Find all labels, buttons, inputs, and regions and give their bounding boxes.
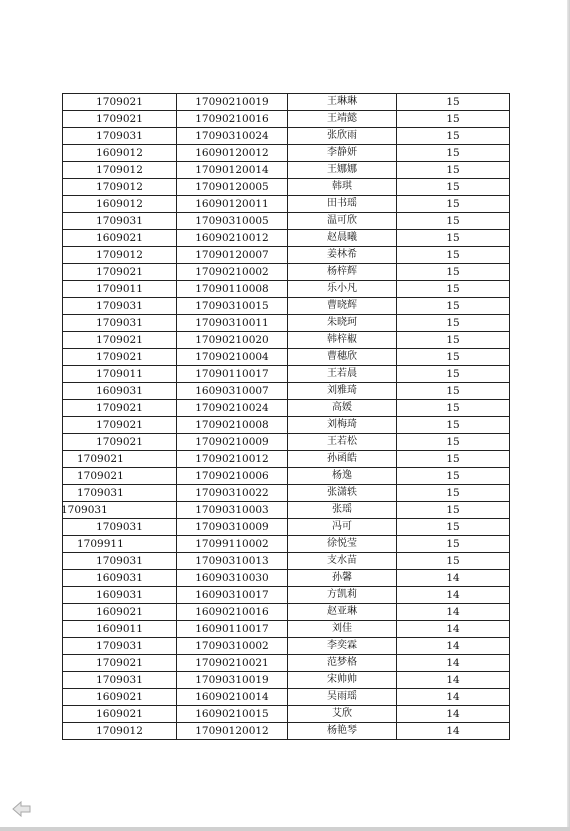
class-cell: 1709021 xyxy=(63,332,177,349)
score-cell: 15 xyxy=(397,230,510,247)
name-cell: 吴雨瑶 xyxy=(288,689,397,706)
student-id-cell: 17090210002 xyxy=(177,264,288,281)
name-cell: 艾欣 xyxy=(288,706,397,723)
table-row xyxy=(63,451,510,468)
name-cell: 宋帅帅 xyxy=(288,672,397,689)
name-cell: 韩梓椒 xyxy=(288,332,397,349)
name-cell: 王靖懿 xyxy=(288,111,397,128)
table-row xyxy=(63,468,510,485)
class-cell: 1609021 xyxy=(63,604,177,621)
name-cell: 王娜娜 xyxy=(288,162,397,179)
class-cell: 1709031 xyxy=(63,128,177,145)
name-cell: 赵亚琳 xyxy=(288,604,397,621)
score-cell: 14 xyxy=(397,570,510,587)
student-id-cell: 17090210012 xyxy=(177,451,288,468)
student-id-cell: 17090110008 xyxy=(177,281,288,298)
student-id-cell: 17090210019 xyxy=(177,94,288,111)
name-cell: 高媛 xyxy=(288,400,397,417)
table-row xyxy=(63,689,510,706)
student-id-cell: 16090210016 xyxy=(177,604,288,621)
score-cell: 15 xyxy=(397,111,510,128)
student-id-cell: 17090310009 xyxy=(177,519,288,536)
score-cell: 15 xyxy=(397,400,510,417)
score-cell: 14 xyxy=(397,689,510,706)
student-id-cell: 16090120012 xyxy=(177,145,288,162)
score-cell: 15 xyxy=(397,485,510,502)
score-cell: 15 xyxy=(397,213,510,230)
back-arrow-glyph xyxy=(12,800,32,818)
student-id-cell: 16090120011 xyxy=(177,196,288,213)
score-cell: 14 xyxy=(397,621,510,638)
table-row xyxy=(63,655,510,672)
table-row xyxy=(63,723,510,740)
name-cell: 刘雅琦 xyxy=(288,383,397,400)
class-cell: 1709021 xyxy=(63,655,177,672)
class-cell: 1709021 xyxy=(63,264,177,281)
score-cell: 15 xyxy=(397,179,510,196)
score-table xyxy=(62,93,510,740)
table-row xyxy=(63,400,510,417)
score-cell: 15 xyxy=(397,468,510,485)
score-cell: 15 xyxy=(397,315,510,332)
student-id-cell: 17090310013 xyxy=(177,553,288,570)
student-id-cell: 17090210024 xyxy=(177,400,288,417)
class-cell: 1709021 xyxy=(63,349,177,366)
table-row xyxy=(63,604,510,621)
class-cell: 1609011 xyxy=(63,621,177,638)
table-row xyxy=(63,162,510,179)
table-row xyxy=(63,128,510,145)
name-cell: 曹穗欣 xyxy=(288,349,397,366)
name-cell: 韩琪 xyxy=(288,179,397,196)
score-cell: 14 xyxy=(397,655,510,672)
table-row xyxy=(63,264,510,281)
name-cell: 孙馨 xyxy=(288,570,397,587)
student-id-cell: 17090210004 xyxy=(177,349,288,366)
score-cell: 15 xyxy=(397,451,510,468)
student-id-cell: 17090210006 xyxy=(177,468,288,485)
table-row xyxy=(63,417,510,434)
name-cell: 曹晓辉 xyxy=(288,298,397,315)
table-row xyxy=(63,672,510,689)
class-cell: 1709031 xyxy=(63,553,177,570)
class-cell: 1709031 xyxy=(63,638,177,655)
class-cell: 1609021 xyxy=(63,706,177,723)
table-row xyxy=(63,179,510,196)
score-cell: 15 xyxy=(397,536,510,553)
name-cell: 李静妍 xyxy=(288,145,397,162)
table-row xyxy=(63,553,510,570)
table-row xyxy=(63,230,510,247)
score-table-body xyxy=(63,94,510,740)
table-row xyxy=(63,94,510,111)
name-cell: 李奕霖 xyxy=(288,638,397,655)
class-cell-text: 1709031 xyxy=(61,504,108,516)
class-cell: 1609021 xyxy=(63,230,177,247)
name-cell: 孙函皓 xyxy=(288,451,397,468)
class-cell: 1709021 xyxy=(63,94,177,111)
class-cell: 1709012 xyxy=(63,179,177,196)
class-cell: 1609012 xyxy=(63,196,177,213)
class-cell: 1609021 xyxy=(63,689,177,706)
name-cell: 范梦格 xyxy=(288,655,397,672)
student-id-cell: 16090310007 xyxy=(177,383,288,400)
table-row xyxy=(63,434,510,451)
table-row xyxy=(63,196,510,213)
student-id-cell: 17090120007 xyxy=(177,247,288,264)
class-cell: 1709031 xyxy=(63,485,177,502)
class-cell: 1709012 xyxy=(63,247,177,264)
name-cell: 温可欣 xyxy=(288,213,397,230)
score-cell: 15 xyxy=(397,196,510,213)
score-cell: 15 xyxy=(397,349,510,366)
score-cell: 14 xyxy=(397,638,510,655)
table-row xyxy=(63,383,510,400)
score-cell: 15 xyxy=(397,417,510,434)
class-cell: 1709021 xyxy=(63,468,177,485)
name-cell: 王琳琳 xyxy=(288,94,397,111)
table-row xyxy=(63,570,510,587)
name-cell: 田书瑶 xyxy=(288,196,397,213)
student-id-cell: 17090310011 xyxy=(177,315,288,332)
student-id-cell: 16090210015 xyxy=(177,706,288,723)
score-cell: 15 xyxy=(397,162,510,179)
score-cell: 15 xyxy=(397,264,510,281)
score-cell: 15 xyxy=(397,298,510,315)
student-id-cell: 16090310030 xyxy=(177,570,288,587)
student-id-cell: 17090310005 xyxy=(177,213,288,230)
class-cell: 1709011 xyxy=(63,366,177,383)
table-row xyxy=(63,111,510,128)
table-row xyxy=(63,638,510,655)
student-id-cell: 17090210008 xyxy=(177,417,288,434)
name-cell: 赵晨曦 xyxy=(288,230,397,247)
name-cell: 朱晓珂 xyxy=(288,315,397,332)
class-cell: 1709031 xyxy=(63,672,177,689)
score-cell: 14 xyxy=(397,587,510,604)
score-cell: 15 xyxy=(397,332,510,349)
table-row xyxy=(63,519,510,536)
class-cell: 1609012 xyxy=(63,145,177,162)
student-id-cell: 16090210014 xyxy=(177,689,288,706)
score-cell: 15 xyxy=(397,128,510,145)
name-cell: 杨逸 xyxy=(288,468,397,485)
score-cell: 15 xyxy=(397,247,510,264)
student-id-cell: 17090310024 xyxy=(177,128,288,145)
table-row xyxy=(63,621,510,638)
name-cell: 王若松 xyxy=(288,434,397,451)
score-cell: 14 xyxy=(397,672,510,689)
class-cell: 1709031 xyxy=(63,213,177,230)
student-id-cell: 17090310003 xyxy=(177,502,288,519)
table-row xyxy=(63,485,510,502)
class-cell: 1709021 xyxy=(63,400,177,417)
student-id-cell: 17090120014 xyxy=(177,162,288,179)
student-id-cell: 17090210020 xyxy=(177,332,288,349)
back-arrow-icon[interactable] xyxy=(12,800,32,818)
student-id-cell: 17090310002 xyxy=(177,638,288,655)
table-row xyxy=(63,536,510,553)
class-cell: 1709031 xyxy=(63,519,177,536)
student-id-cell: 17090310022 xyxy=(177,485,288,502)
student-id-cell: 16090210012 xyxy=(177,230,288,247)
student-id-cell: 17090120005 xyxy=(177,179,288,196)
score-cell: 15 xyxy=(397,145,510,162)
student-id-cell: 17090110017 xyxy=(177,366,288,383)
class-cell: 1609031 xyxy=(63,570,177,587)
name-cell: 张潇轶 xyxy=(288,485,397,502)
table-row xyxy=(63,587,510,604)
student-id-cell: 17090210009 xyxy=(177,434,288,451)
student-id-cell: 16090110017 xyxy=(177,621,288,638)
table-row xyxy=(63,247,510,264)
class-cell: 1709021 xyxy=(63,111,177,128)
class-cell: 1709021 xyxy=(63,417,177,434)
score-cell: 15 xyxy=(397,519,510,536)
name-cell: 王若晨 xyxy=(288,366,397,383)
class-cell: 1609031 xyxy=(63,587,177,604)
student-id-cell: 17090310015 xyxy=(177,298,288,315)
name-cell: 杨梓辉 xyxy=(288,264,397,281)
class-cell xyxy=(63,502,177,519)
table-row xyxy=(63,213,510,230)
name-cell: 姜林希 xyxy=(288,247,397,264)
class-cell: 1709012 xyxy=(63,162,177,179)
name-cell: 冯可 xyxy=(288,519,397,536)
student-id-cell: 17099110002 xyxy=(177,536,288,553)
class-cell: 1709911 xyxy=(63,536,177,553)
name-cell: 乐小凡 xyxy=(288,281,397,298)
bottom-status-bar xyxy=(0,827,570,831)
name-cell: 刘佳 xyxy=(288,621,397,638)
student-id-cell: 16090310017 xyxy=(177,587,288,604)
class-cell: 1709031 xyxy=(63,298,177,315)
name-cell: 刘梅琦 xyxy=(288,417,397,434)
table-row xyxy=(63,281,510,298)
table-row xyxy=(63,145,510,162)
table-row xyxy=(63,502,510,519)
score-cell: 15 xyxy=(397,502,510,519)
score-cell: 15 xyxy=(397,366,510,383)
name-cell: 杨艳琴 xyxy=(288,723,397,740)
name-cell: 徐悦莹 xyxy=(288,536,397,553)
table-row xyxy=(63,332,510,349)
score-cell: 14 xyxy=(397,723,510,740)
class-cell: 1709012 xyxy=(63,723,177,740)
student-id-cell: 17090210021 xyxy=(177,655,288,672)
score-cell: 14 xyxy=(397,604,510,621)
score-cell: 14 xyxy=(397,706,510,723)
score-cell: 15 xyxy=(397,281,510,298)
class-cell: 1709021 xyxy=(63,451,177,468)
class-cell: 1709031 xyxy=(63,315,177,332)
class-cell: 1609031 xyxy=(63,383,177,400)
class-cell: 1709021 xyxy=(63,434,177,451)
name-cell: 张欣雨 xyxy=(288,128,397,145)
score-cell: 15 xyxy=(397,434,510,451)
name-cell: 张瑶 xyxy=(288,502,397,519)
class-cell: 1709011 xyxy=(63,281,177,298)
table-row xyxy=(63,315,510,332)
score-cell: 15 xyxy=(397,553,510,570)
table-row xyxy=(63,706,510,723)
score-cell: 15 xyxy=(397,94,510,111)
table-row xyxy=(63,298,510,315)
score-cell: 15 xyxy=(397,383,510,400)
table-row xyxy=(63,366,510,383)
name-cell: 方凯莉 xyxy=(288,587,397,604)
student-id-cell: 17090310019 xyxy=(177,672,288,689)
name-cell: 支水苗 xyxy=(288,553,397,570)
table-row xyxy=(63,349,510,366)
student-id-cell: 17090210016 xyxy=(177,111,288,128)
student-id-cell: 17090120012 xyxy=(177,723,288,740)
